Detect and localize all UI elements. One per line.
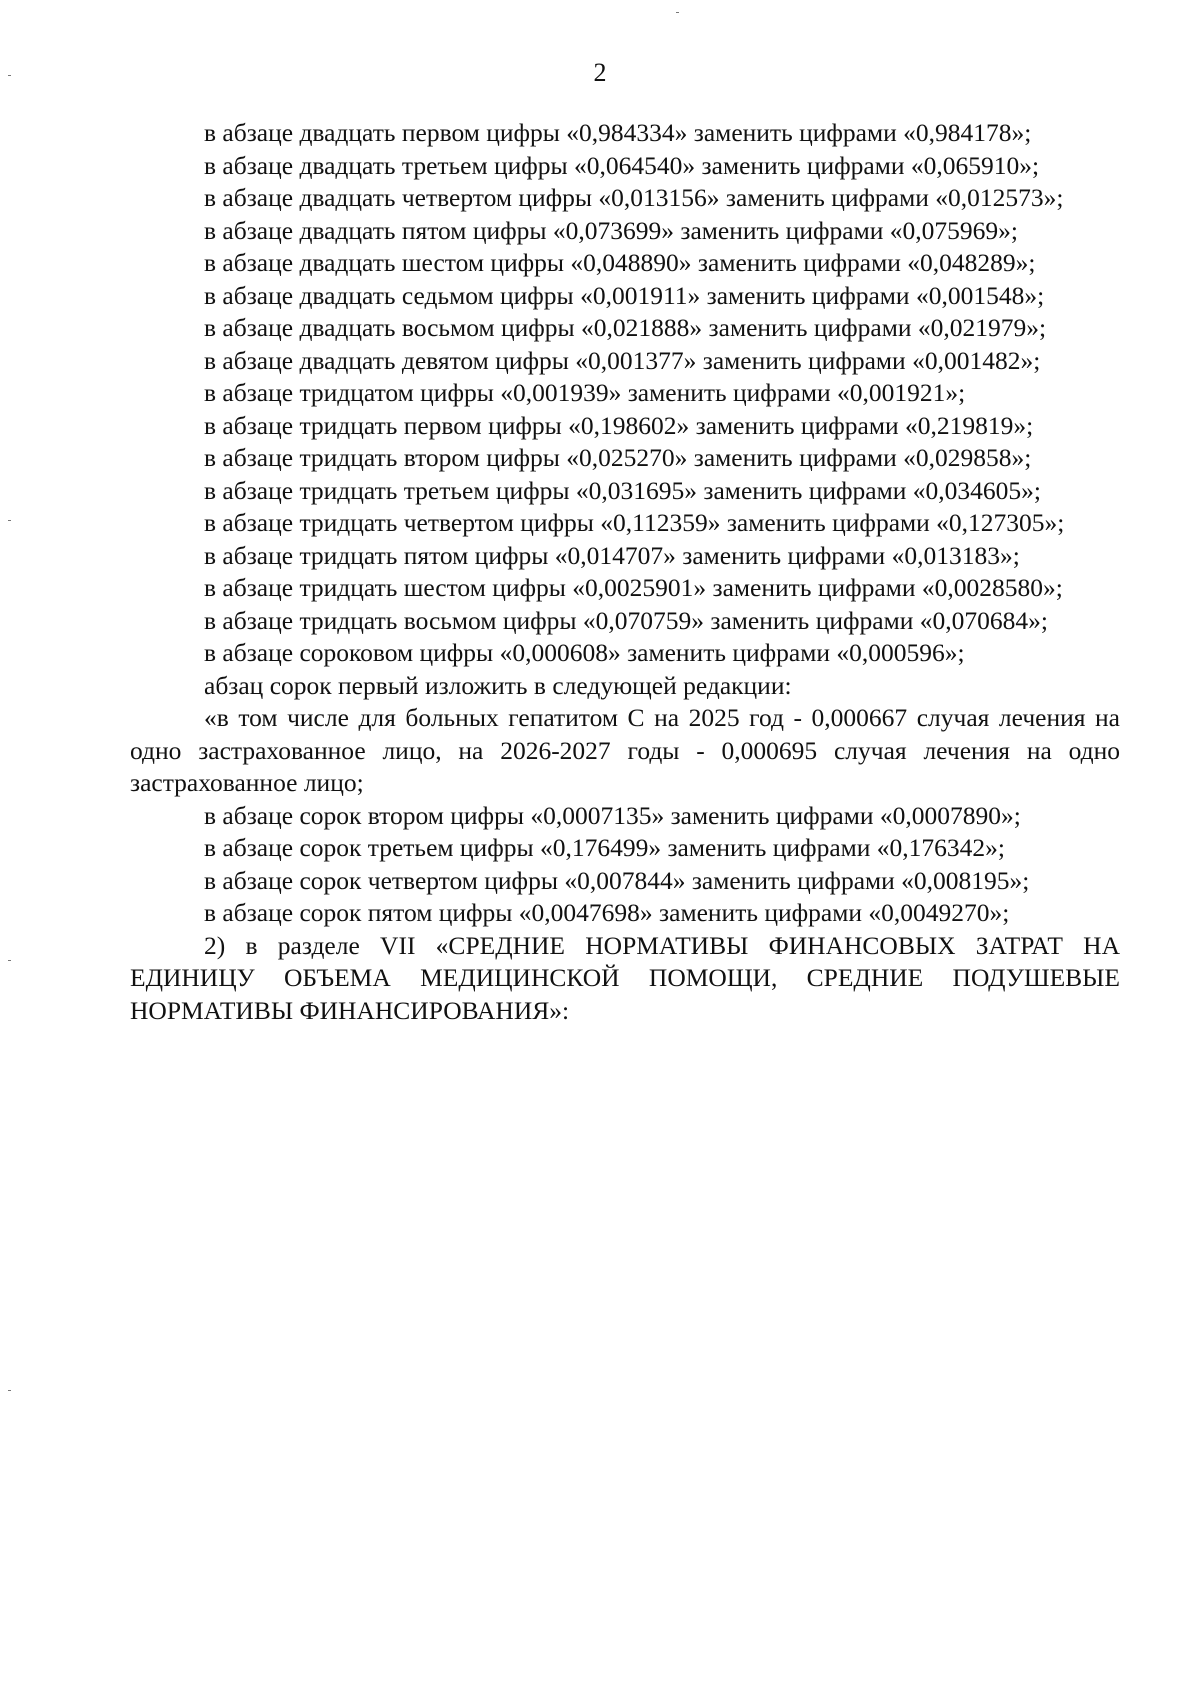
paragraph: в абзаце сороковом цифры «0,000608» заменить цифрами «0,000596»;	[204, 638, 965, 667]
paragraph: в абзаце сорок втором цифры «0,0007135» заменить цифрами «0,0007890»;	[204, 800, 1021, 830]
paragraph: в абзаце сорок третьем цифры «0,176499» заменить цифрами «0,176342»;	[204, 833, 1006, 862]
paragraph: в абзаце тридцать третьем цифры «0,031695» заменить цифрами «0,034605»;	[204, 475, 1041, 505]
paragraph: в абзаце тридцать первом цифры «0,198602» заменить цифрами «0,219819»;	[204, 410, 1034, 440]
paragraph: в абзаце двадцать первом цифры «0,984334» заменить цифрами «0,984178»;	[204, 118, 1032, 147]
section-heading-paragraph: 2) в разделе VII «СРЕДНИЕ НОРМАТИВЫ ФИНАНСОВЫХ ЗАТРАТ НА ЕДИНИЦУ ОБЪЕМА МЕДИЦИНСКОЙ ПОМОЩИ, СРЕДНИЕ ПОДУШЕВЫЕ НОРМАТИВЫ ФИНАНСИРОВАНИЯ»:	[130, 930, 1120, 1025]
paragraph: в абзаце сорок пятом цифры «0,0047698» заменить цифрами «0,0049270»;	[204, 898, 1010, 927]
scan-margin-mark	[8, 960, 11, 961]
scan-margin-mark	[676, 12, 679, 13]
paragraph: в абзаце двадцать шестом цифры «0,048890» заменить цифрами «0,048289»;	[204, 248, 1036, 277]
paragraph: в абзаце тридцать втором цифры «0,025270» заменить цифрами «0,029858»;	[204, 443, 1032, 472]
paragraph: абзац сорок первый изложить в следующей редакции:	[204, 670, 792, 700]
paragraph: «в том числе для больных гепатитом С на 2025 год - 0,000667 случая лечения на одно застрахованное лицо, на 2026-2027 годы - 0,000695 случая лечения на одно застрахованное лицо;	[130, 703, 1120, 797]
paragraph: в абзаце тридцать четвертом цифры «0,112359» заменить цифрами «0,127305»;	[204, 508, 1065, 537]
paragraph: в абзаце тридцать пятом цифры «0,014707» заменить цифрами «0,013183»;	[204, 540, 1020, 570]
scan-margin-mark	[8, 520, 11, 521]
paragraph: в абзаце двадцать девятом цифры «0,001377» заменить цифрами «0,001482»;	[204, 345, 1041, 375]
document-body	[130, 117, 1120, 1027]
paragraph: в абзаце тридцатом цифры «0,001939» заменить цифрами «0,001921»;	[204, 378, 966, 407]
paragraph: в абзаце тридцать восьмом цифры «0,070759» заменить цифрами «0,070684»;	[204, 605, 1048, 635]
paragraph: в абзаце двадцать третьем цифры «0,064540» заменить цифрами «0,065910»;	[204, 150, 1040, 180]
paragraph: в абзаце двадцать восьмом цифры «0,021888» заменить цифрами «0,021979»;	[204, 313, 1047, 342]
paragraph: в абзаце сорок четвертом цифры «0,007844» заменить цифрами «0,008195»;	[204, 865, 1030, 895]
paragraph: в абзаце тридцать шестом цифры «0,0025901» заменить цифрами «0,0028580»;	[204, 573, 1063, 602]
scan-margin-mark	[8, 1390, 11, 1391]
paragraph: в абзаце двадцать пятом цифры «0,073699» заменить цифрами «0,075969»;	[204, 215, 1018, 245]
paragraph: в абзаце двадцать седьмом цифры «0,001911» заменить цифрами «0,001548»;	[204, 280, 1045, 310]
scan-margin-mark	[8, 75, 11, 76]
paragraph: в абзаце двадцать четвертом цифры «0,013156» заменить цифрами «0,012573»;	[204, 183, 1064, 212]
page-number: 2	[593, 58, 607, 87]
